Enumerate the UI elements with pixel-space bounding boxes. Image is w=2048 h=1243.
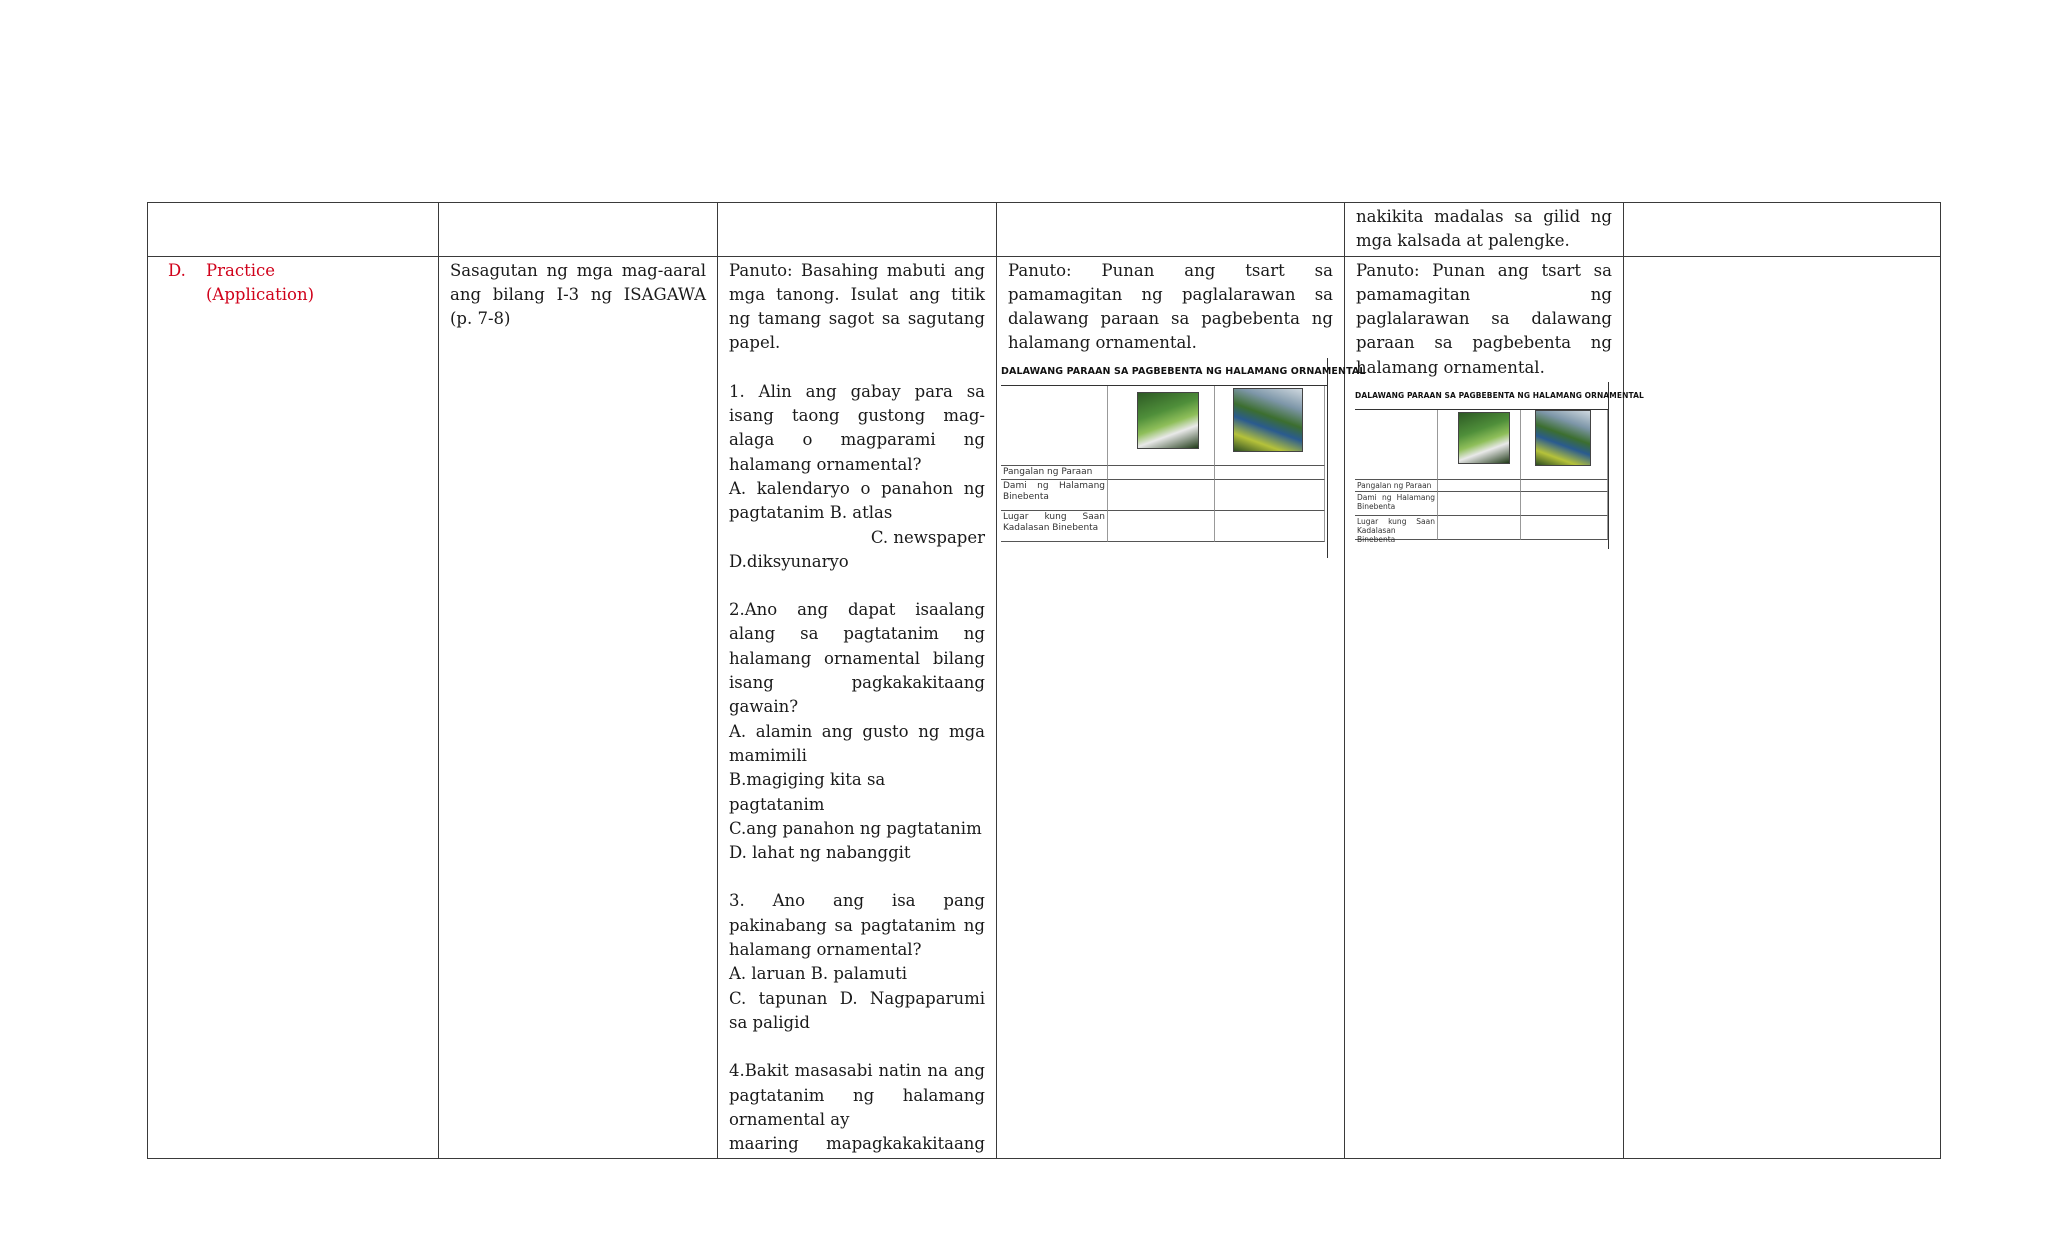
plant-vendor-photo-2 bbox=[1233, 388, 1303, 452]
table-cell bbox=[148, 203, 439, 257]
activity-cell-a bbox=[997, 256, 1366, 1159]
chart-cell bbox=[1438, 516, 1521, 540]
activity-cell-b bbox=[1345, 256, 1644, 1159]
chart-row-label: Pangalan ng Paraan bbox=[1355, 480, 1438, 492]
chart-cell bbox=[1438, 480, 1521, 492]
choice-line: A. alamin ang gusto ng mga mamimili bbox=[729, 721, 985, 765]
activity-instructions: Panuto: Punan ang tsart sa pamamagitan ng paglalarawan sa dalawang paraan sa pagbebenta ng halamang ornamental. bbox=[1356, 260, 1612, 377]
chart-row-label: Dami ng Halamang Binebenta bbox=[1355, 492, 1438, 516]
chart-cell bbox=[1215, 466, 1325, 480]
section-letter: D. bbox=[168, 260, 186, 280]
section-title: Practice bbox=[206, 260, 275, 280]
choice-line: B.magiging kita sa pagtatanim bbox=[729, 770, 886, 814]
chart-cell bbox=[1521, 480, 1608, 492]
chart-row-label: Dami ng Halamang Binebenta bbox=[1001, 480, 1108, 511]
chart-cell bbox=[1215, 480, 1325, 511]
chart-title: DALAWANG PARAAN SA PAGBEBENTA NG HALAMANG ORNAMENTAL bbox=[1001, 358, 1327, 386]
section-subtitle: (Application) bbox=[206, 284, 315, 304]
quiz-instructions: Panuto: Basahing mabuti ang mga tanong. Isulat ang titik ng tamang sagot sa sagutang papel. bbox=[729, 260, 985, 353]
teacher-activity-cell bbox=[439, 256, 718, 1159]
lesson-plan-table bbox=[147, 202, 1941, 1159]
question-4: 4.Bakit masasabi natin na ang pagtatanim ng halamang ornamental ay bbox=[729, 1061, 985, 1129]
choice-line: D. lahat ng nabanggit bbox=[729, 843, 911, 863]
table-cell bbox=[997, 203, 1345, 257]
chart-row-label: Lugar kung Saan Kadalasan Binebenta bbox=[1355, 516, 1438, 540]
choice-line: C. tapunan D. Nagpaparumi sa paligid bbox=[729, 988, 985, 1032]
chart-title: DALAWANG PARAAN SA PAGBEBENTA NG HALAMANG ORNAMENTAL bbox=[1355, 382, 1608, 410]
table-cell bbox=[718, 203, 997, 257]
question-3: 3. Ano ang isa pang pakinabang sa pagtatanim ng halamang ornamental? bbox=[729, 891, 985, 960]
choice-line: maaring mapagkakakitaang bbox=[729, 1134, 985, 1154]
quiz-cell bbox=[718, 256, 997, 1159]
chart-cell bbox=[1108, 480, 1215, 511]
sales-methods-chart-image bbox=[1355, 382, 1644, 549]
activity-instructions: Panuto: Punan ang tsart sa pamamagitan ng paglalarawan sa dalawang paraan sa pagbebenta ng halamang ornamental. bbox=[1008, 260, 1333, 353]
chart-cell bbox=[1355, 410, 1438, 480]
chart-cell bbox=[1521, 516, 1608, 540]
chart-cell bbox=[1521, 492, 1608, 516]
section-label-cell bbox=[148, 256, 439, 1159]
table-cell bbox=[1624, 203, 1941, 257]
plant-vendor-photo-1 bbox=[1458, 412, 1510, 464]
chart-cell bbox=[1438, 492, 1521, 516]
sales-methods-chart-image bbox=[1001, 358, 1366, 558]
plant-vendor-photo-1 bbox=[1137, 392, 1199, 449]
chart-row-label: Lugar kung Saan Kadalasan Binebenta bbox=[1001, 511, 1108, 542]
table-row-practice bbox=[148, 256, 1941, 1159]
choice-line: A. kalendaryo o panahon ng pagtatanim B. atlas bbox=[729, 478, 985, 523]
table-cell bbox=[1624, 256, 1941, 1159]
chart-row-label: Pangalan ng Paraan bbox=[1001, 466, 1108, 480]
chart-cell bbox=[1108, 511, 1215, 542]
cell-text: nakikita madalas sa gilid ng mga kalsada at palengke. bbox=[1356, 207, 1612, 251]
section-label bbox=[159, 259, 427, 308]
question-2: 2.Ano ang dapat isaalang alang sa pagtatanim ng halamang ornamental bilang isang pagkakakitaang gawain? bbox=[729, 600, 985, 717]
table-cell bbox=[1345, 203, 1624, 257]
choice-line: C.ang panahon ng pagtatanim bbox=[729, 818, 982, 838]
table-row bbox=[148, 203, 1941, 257]
cell-text: Sasagutan ng mga mag-aaral ang bilang I-3 ng ISAGAWA (p. 7-8) bbox=[450, 260, 706, 329]
plant-vendor-photo-2 bbox=[1535, 410, 1591, 466]
chart-cell bbox=[1215, 511, 1325, 542]
chart-cell bbox=[1001, 386, 1108, 466]
choice-line: D.diksyunaryo bbox=[729, 551, 849, 571]
question-1: 1. Alin ang gabay para sa isang taong gustong mag-alaga o magparami ng halamang ornamental? bbox=[729, 381, 985, 474]
choice-line: C. newspaper bbox=[870, 527, 985, 547]
table-cell bbox=[439, 203, 718, 257]
chart-cell bbox=[1108, 466, 1215, 480]
choice-line: A. laruan B. palamuti bbox=[729, 964, 908, 984]
